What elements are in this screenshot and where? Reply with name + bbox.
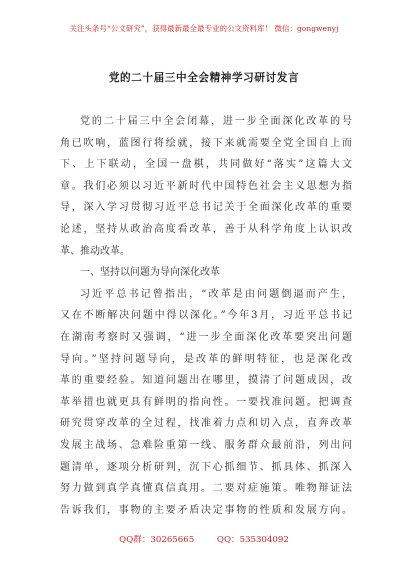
paragraph-line: 导，深入学习贯彻习近平总书记关于全面深化改革的重要 xyxy=(60,202,352,214)
contact-footer xyxy=(0,533,408,545)
paragraph-line: 下、上下联动，全国一盘棋，共同做好“落实”这篇大文 xyxy=(60,159,352,171)
document-body xyxy=(60,111,352,521)
qq-number: QQ：535304092 xyxy=(216,535,289,545)
paragraph-line: 又在不断解决问题中得以深化。”今年3月，习近平总书记 xyxy=(60,310,352,322)
paragraph-line: 告诉我们，事物的主要矛盾决定事物的性质和发展方向。 xyxy=(60,504,352,516)
qq-group-number: QQ群：30265665 xyxy=(119,535,195,545)
paragraph-line: 习近平总书记曾指出，“改革是由问题倒逼而产生， xyxy=(80,288,352,300)
document-title: 党的二十届三中全会精神学习研讨发言 xyxy=(108,72,300,84)
paragraph-line: 章。我们必须以习近平新时代中国特色社会主义思想为指 xyxy=(60,180,352,192)
paragraph-line: 革的重要经验。知道问题出在哪里，摸清了问题成因，改 xyxy=(60,375,352,387)
promo-banner: 关注头条号“公文研究”，获得最新最全最专业的公文资料库！ 微信：gongwenyj xyxy=(69,24,339,33)
paragraph-line: 发展主战场、急难险重第一线、服务群众最前沿，列出问 xyxy=(60,439,352,451)
paragraph-line: 题清单，逐项分析研判，沉下心抓细节、抓具体、抓深入 xyxy=(60,461,352,473)
paragraph-line: 努力做到真学真懂真信真用。二要对症施策。唯物辩证法 xyxy=(60,483,352,495)
paragraph-line: 党的二十届三中全会闭幕，进一步全面深化改革的号 xyxy=(80,116,352,127)
paragraph-line: 论述，坚持从政治高度看改革，善于从科学角度上认识改 xyxy=(60,223,352,235)
paragraph-line: 导向。”坚持问题导向，是改革的鲜明特征，也是深化改 xyxy=(60,353,352,365)
paragraph-line: 革、推动改革。 xyxy=(60,245,130,257)
section-heading: 一、坚持以问题为导向深化改革 xyxy=(80,267,220,279)
paragraph-line: 革举措也就更具有鲜明的指向性。一要找准问题。把调查 xyxy=(60,396,352,408)
paragraph-line: 角已吹响，蓝图行将绘就，接下来就需要全党全国自上而 xyxy=(60,137,352,149)
paragraph-line: 研究贯穿改革的全过程，找准着力点和切入点，直奔改革 xyxy=(60,418,352,430)
paragraph-line: 在湖南考察时又强调，“进一步全面深化改革要突出问题 xyxy=(60,331,352,343)
